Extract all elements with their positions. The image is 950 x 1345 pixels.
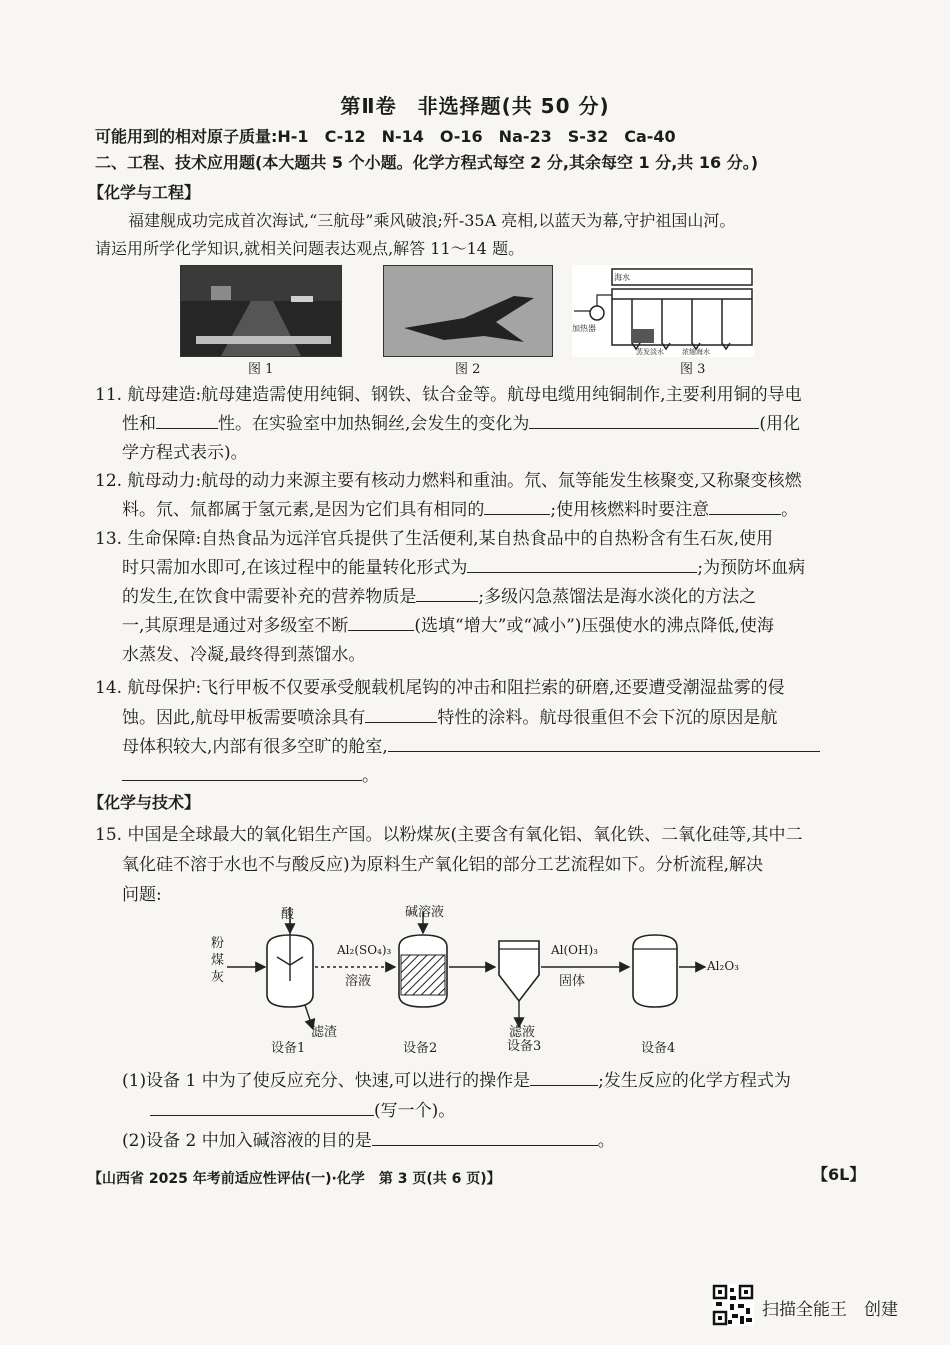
q15-sub1-answer-blank-1[interactable] (530, 1069, 598, 1086)
q14-line-1: 14. 航母保护:飞行甲板不仅要承受舰载机尾钩的冲击和阻拦索的研磨,还要遭受潮湿盐雾的侵 (95, 678, 785, 698)
q13-answer-blank-2[interactable] (416, 585, 478, 602)
q14-line-4: 。 (122, 761, 379, 786)
q15-line-1: 15. 中国是全球最大的氧化铝生产国。以粉煤灰(主要含有氧化铝、氧化铁、二氧化硅等,其中二 (95, 825, 803, 845)
flow-device-2-label: 设备2 (403, 1041, 438, 1056)
figure-1-carrier-deck (180, 265, 342, 357)
q14-answer-blank-3[interactable] (122, 764, 362, 781)
q14-line-3: 母体积较大,内部有很多空旷的舱室, (122, 732, 820, 757)
figure-2-fighter-jet (383, 265, 553, 357)
figure-1-caption: 图 1 (248, 362, 274, 377)
flow-al2so4-label: Al₂(SO₄)₃ (337, 943, 392, 957)
q15-sub1-line-2: (写一个)。 (150, 1096, 455, 1121)
flow-acid-label: 酸 (281, 907, 295, 922)
flow-feed-label: 粉煤灰 (211, 936, 225, 985)
figure-3-flash-distillation (572, 265, 754, 357)
q12-answer-blank-1[interactable] (484, 498, 550, 515)
flow-residue-label: 滤渣 (311, 1025, 338, 1040)
atomic-masses: 可能用到的相对原子质量:H-1 C-12 N-14 O-16 Na-23 S-32 Ca-40 (95, 127, 676, 146)
scanner-watermark-text: 扫描全能王 创建 (762, 1300, 898, 1320)
paper-code: 【6L】 (812, 1165, 866, 1184)
q11-line-2: 性和 性。在实验室中加热铜丝,会发生的变化为 (用化 (122, 414, 801, 434)
q11-answer-blank-2[interactable] (529, 412, 759, 429)
figure-3-label-fresh: 蒸发淡水 (636, 348, 664, 356)
q11-answer-blank-1[interactable] (156, 412, 218, 429)
figure-3-caption: 图 3 (680, 362, 706, 377)
q15-line-2: 氧化硅不溶于水也不与酸反应)为原料生产氧化铝的部分工艺流程如下。分析流程,解决 (122, 855, 764, 875)
q12-answer-blank-2[interactable] (709, 498, 781, 515)
part1-heading: 【化学与工程】 (88, 183, 201, 202)
figure-3-label-brine: 浓缩海水 (682, 348, 710, 356)
q14-answer-blank-2[interactable] (388, 735, 820, 752)
q12-line-2: 料。氘、氚都属于氢元素,是因为它们具有相同的 ;使用核燃料时要注意 。 (122, 500, 799, 520)
flow-base-label: 碱溶液 (405, 905, 445, 920)
q14-answer-blank-1[interactable] (365, 706, 437, 723)
q13-answer-blank-1[interactable] (467, 556, 697, 573)
q15-sub1-answer-blank-2[interactable] (150, 1099, 374, 1116)
figure-2-caption: 图 2 (455, 362, 481, 377)
q13-answer-blank-3[interactable] (348, 614, 414, 631)
flow-filtrate-label: 滤液 (509, 1025, 536, 1040)
q13-line-4: 一,其原理是通过对多级室不断 (选填“增大”或“减小”)压强使水的沸点降低,使海 (122, 616, 774, 636)
flow-device-3-label: 设备3 (507, 1039, 542, 1054)
q11-line-3: 学方程式表示)。 (122, 443, 248, 463)
figure-3-label-seawater: 海水 (614, 273, 630, 282)
q11-line-1: 11. 航母建造:航母建造需使用纯铜、钢铁、钛合金等。航母电缆用纯铜制作,主要利用铜的导电 (95, 385, 802, 405)
qr-code-icon (712, 1284, 754, 1326)
flow-product-label: Al₂O₃ (707, 959, 739, 973)
q15-sub2-line: (2)设备 2 中加入碱溶液的目的是 。 (122, 1131, 615, 1151)
q12-line-1: 12. 航母动力:航母的动力来源主要有核动力燃料和重油。氘、氚等能发生核聚变,又称聚变核燃 (95, 471, 802, 491)
part2-heading: 【化学与技术】 (88, 793, 201, 812)
q15-sub1-line-1: (1)设备 1 中为了使反应充分、快速,可以进行的操作是 ;发生反应的化学方程式为 (122, 1071, 791, 1091)
flow-solid-label: 固体 (559, 974, 586, 989)
flow-device-4-label: 设备4 (641, 1041, 676, 1056)
q14-line-2: 蚀。因此,航母甲板需要喷涂具有 特性的涂料。航母很重但不会下沉的原因是航 (122, 708, 778, 728)
flow-aloh3-label: Al(OH)₃ (551, 943, 598, 957)
section-heading: 二、工程、技术应用题(本大题共 5 个小题。化学方程式每空 2 分,其余每空 1 分,共 16 分。) (95, 153, 759, 172)
flow-solution-label: 溶液 (345, 974, 372, 989)
q15-line-3: 问题: (122, 885, 162, 905)
process-flow-diagram (205, 905, 745, 1055)
intro-line-2: 请运用所学化学知识,就相关问题表达观点,解答 11～14 题。 (95, 239, 525, 258)
q15-sub2-answer-blank[interactable] (372, 1129, 598, 1146)
q13-line-5: 水蒸发、冷凝,最终得到蒸馏水。 (122, 645, 366, 665)
figure-3-label-heater: 加热器 (572, 324, 596, 333)
page-footer: 【山西省 2025 年考前适应性评估(一)·化学 第 3 页(共 6 页)】 (88, 1171, 501, 1187)
flow-device-1-label: 设备1 (271, 1041, 306, 1056)
q13-line-2: 时只需加水即可,在该过程中的能量转化形式为 ;为预防坏血病 (122, 558, 806, 578)
q13-line-3: 的发生,在饮食中需要补充的营养物质是 ;多级闪急蒸馏法是海水淡化的方法之 (122, 587, 757, 607)
intro-line-1: 福建舰成功完成首次海试,“三航母”乘风破浪;歼-35A 亮相,以蓝天为幕,守护祖国山河。 (128, 211, 736, 230)
q13-line-1: 13. 生命保障:自热食品为远洋官兵提供了生活便利,某自热食品中的自热粉含有生石灰,使用 (95, 529, 773, 549)
page-title: 第Ⅱ卷 非选择题(共 50 分) (340, 94, 610, 118)
